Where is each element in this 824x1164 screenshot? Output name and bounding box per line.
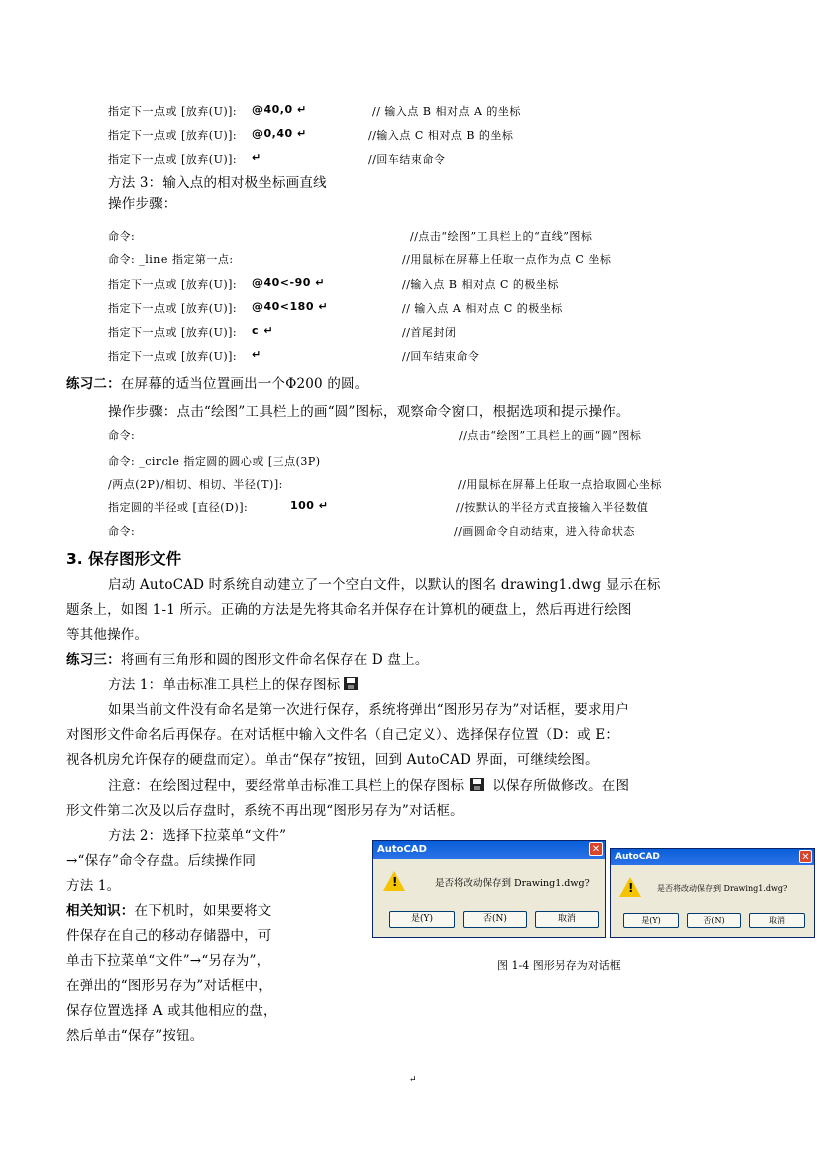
command-prompt: 命令: _line 指定第一点:	[108, 253, 234, 266]
method2-line2: →“保存”命令存盘。后续操作同	[66, 853, 257, 869]
command-comment: //输入点 C 相对点 B 的坐标	[368, 129, 514, 142]
exercise2-text: 在屏幕的适当位置画出一个Φ200 的圆。	[120, 376, 369, 392]
command-prompt: 指定圆的半径或 [直径(D)]:	[108, 501, 249, 514]
rk-text1: 在下机时，如果要将文	[134, 903, 272, 919]
command-prompt: 指定下一点或 [放弃(U)]:	[108, 302, 238, 315]
related-knowledge-line1	[66, 899, 272, 919]
command-comment: // 输入点 B 相对点 A 的坐标	[372, 105, 521, 118]
section3-para-line1: 启动 AutoCAD 时系统自动建立了一个空白文件，以默认的图名 drawing1.dwg 显示在标	[108, 577, 661, 593]
related-knowledge-line4: 在弹出的“图形另存为”对话框中，	[66, 978, 273, 994]
exercise2-steps: 操作步骤：点击“绘图”工具栏上的画“圆”图标，观察命令窗口，根据选项和提示操作。	[108, 404, 630, 420]
dialog-title: AutoCAD	[377, 844, 427, 855]
command-comment: //按默认的半径方式直接输入半径数值	[456, 501, 649, 514]
command-comment: //首尾封闭	[402, 326, 457, 339]
command-prompt: 指定下一点或 [放弃(U)]:	[108, 326, 238, 339]
command-comment: // 输入点 A 相对点 C 的极坐标	[402, 302, 563, 315]
exercise3-p1-line3: 视各机房允许保存的硬盘而定）。单击“保存”按钮，回到 AutoCAD 界面，可继续绘图。	[66, 752, 599, 768]
exercise3-note-line1	[108, 774, 629, 794]
command-prompt: 命令:	[108, 429, 136, 442]
method3-steps-label: 操作步骤：	[108, 196, 177, 212]
command-input: c ↵	[252, 324, 274, 337]
related-knowledge-line2: 件保存在自己的移动存储器中，可	[66, 928, 272, 944]
method2-line3: 方法 1。	[66, 878, 121, 894]
method3-title: 方法 3：输入点的相对极坐标画直线	[108, 175, 327, 191]
section3-heading: 3. 保存图形文件	[66, 550, 182, 568]
exercise3-note-line2: 形文件第二次及以后存盘时，系统不再出现“图形另存为”对话框。	[66, 803, 464, 819]
section3-para-line3: 等其他操作。	[66, 627, 149, 643]
command-comment: //用鼠标在屏幕上任取一点作为点 C 坐标	[402, 253, 612, 266]
command-comment: //点击“绘图”工具栏上的“直线”图标	[410, 230, 593, 243]
command-prompt: 命令:	[108, 230, 136, 243]
figure-caption: 图 1-4 图形另存为对话框	[497, 959, 621, 972]
dialog-titlebar	[373, 841, 605, 859]
warning-icon: !	[619, 877, 641, 897]
note-text-a: 注意：在绘图过程中，要经常单击标准工具栏上的保存图标	[108, 778, 465, 794]
command-input: @40<-90 ↵	[252, 276, 325, 289]
command-prompt: 指定下一点或 [放弃(U)]:	[108, 129, 238, 142]
command-comment: //用鼠标在屏幕上任取一点拾取圆心坐标	[458, 478, 662, 491]
no-button[interactable]: 否(N)	[463, 911, 527, 928]
cancel-button[interactable]: 取消	[749, 913, 805, 928]
command-comment: //回车结束命令	[402, 350, 480, 363]
command-prompt: 指定下一点或 [放弃(U)]:	[108, 278, 238, 291]
command-comment: //点击“绘图”工具栏上的画“圆”图标	[459, 429, 642, 442]
related-knowledge-line3: 单击下拉菜单“文件”→“另存为”，	[66, 953, 271, 969]
exercise2-label: 练习二：	[66, 376, 121, 392]
exercise3-text: 将画有三角形和圆的图形文件命名保存在 D 盘上。	[120, 652, 429, 668]
save-dialog-small	[610, 848, 815, 938]
no-button[interactable]: 否(N)	[687, 913, 741, 928]
close-icon[interactable]: ✕	[589, 842, 603, 856]
related-knowledge-line5: 保存位置选择 A 或其他相应的盘，	[66, 1003, 277, 1019]
note-text-b: 以保存所做修改。在图	[492, 778, 630, 794]
section3-para-line2: 题条上，如图 1-1 所示。正确的方法是先将其命名并保存在计算机的硬盘上，然后再进行绘图	[66, 602, 632, 618]
save-icon	[470, 778, 484, 791]
exercise3-heading	[66, 648, 429, 668]
warning-icon: !	[383, 871, 405, 891]
command-prompt: 指定下一点或 [放弃(U)]:	[108, 105, 238, 118]
command-prompt: 命令:	[108, 525, 136, 538]
exercise2-heading	[66, 372, 368, 392]
save-icon	[344, 677, 358, 690]
page-mark: ↵	[409, 1075, 417, 1085]
command-comment: //画圆命令自动结束，进入待命状态	[454, 525, 635, 538]
dialog-message: 是否将改动保存到 Drawing1.dwg?	[657, 884, 788, 893]
dialog-titlebar	[611, 849, 814, 865]
command-input: @40<180 ↵	[252, 300, 329, 313]
exercise3-method1-text: 方法 1：单击标准工具栏上的保存图标	[108, 677, 341, 693]
dialog-message: 是否将改动保存到 Drawing1.dwg?	[435, 878, 590, 889]
command-prompt: /两点(2P)/相切、相切、半径(T)]:	[108, 478, 283, 491]
command-input: @0,40 ↵	[252, 127, 307, 140]
cancel-button[interactable]: 取消	[535, 911, 599, 928]
exercise3-method1	[108, 673, 358, 693]
yes-button[interactable]: 是(Y)	[623, 913, 679, 928]
exercise3-p1-line2: 对图形文件命名后再保存。在对话框中输入文件名（自己定义）、选择保存位置（D：或 E：	[66, 727, 620, 743]
command-input: ↵	[252, 151, 262, 164]
exercise3-p1-line1: 如果当前文件没有命名是第一次进行保存，系统将弹出“图形另存为”对话框，要求用户	[108, 702, 630, 718]
command-comment: //回车结束命令	[368, 153, 446, 166]
related-knowledge-line6: 然后单击“保存”按钮。	[66, 1028, 204, 1044]
command-prompt: 指定下一点或 [放弃(U)]:	[108, 350, 238, 363]
method2-line1: 方法 2：选择下拉菜单“文件”	[108, 828, 287, 844]
command-comment: //输入点 B 相对点 C 的极坐标	[402, 278, 559, 291]
command-prompt: 命令: _circle 指定圆的圆心或 [三点(3P)	[108, 455, 321, 468]
dialog-title: AutoCAD	[615, 852, 660, 862]
command-prompt: 指定下一点或 [放弃(U)]:	[108, 153, 238, 166]
exercise3-label: 练习三：	[66, 652, 121, 668]
command-input: ↵	[252, 348, 262, 361]
command-input: 100 ↵	[290, 499, 329, 512]
close-icon[interactable]: ✕	[799, 850, 812, 863]
yes-button[interactable]: 是(Y)	[389, 911, 455, 928]
save-dialog-large	[372, 840, 606, 938]
command-input: @40,0 ↵	[252, 103, 307, 116]
related-knowledge-label: 相关知识：	[66, 903, 135, 919]
